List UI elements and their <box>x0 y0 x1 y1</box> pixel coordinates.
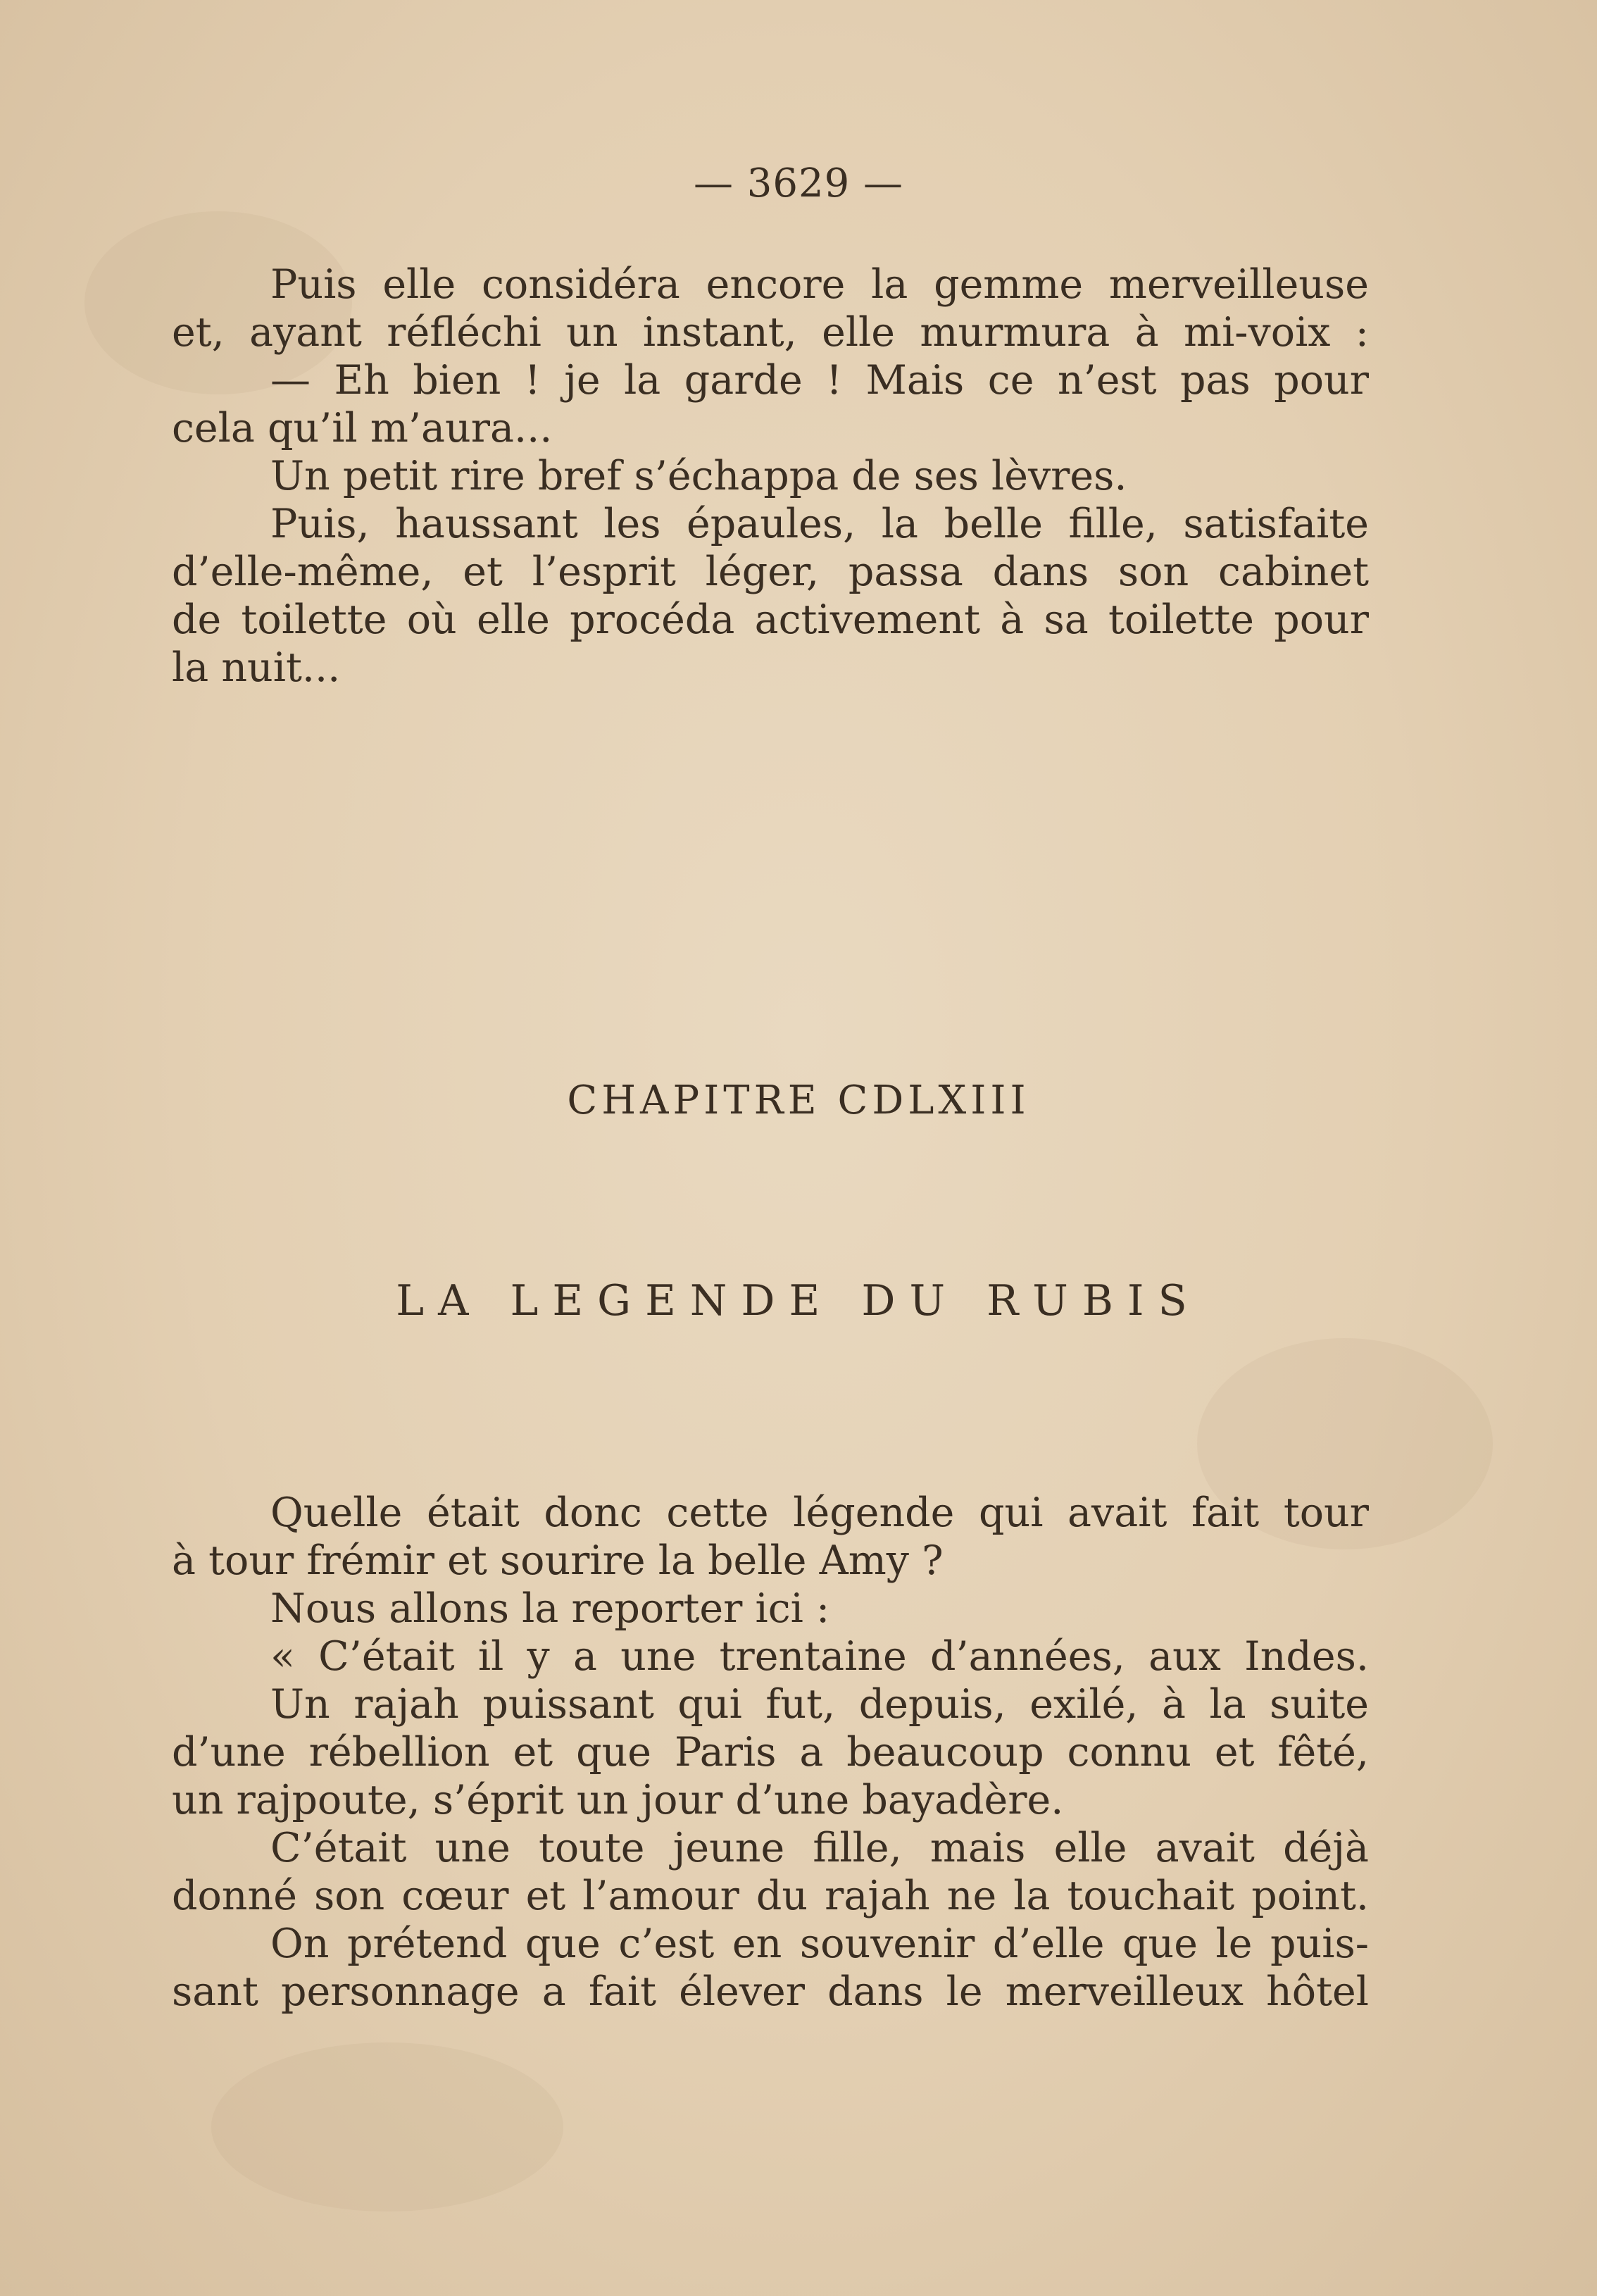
text-line: « C’était il y a une trentaine d’années, aux Indes. <box>270 1633 1369 1680</box>
text-line: donné son cœur et l’amour du rajah ne la touchait point. <box>172 1873 1369 1919</box>
chapter-heading: CHAPITRE CDLXIII <box>567 1078 1030 1123</box>
text-line: — Eh bien ! je la garde ! Mais ce n’est pas pour <box>270 357 1369 404</box>
text-line: d’elle-même, et l’esprit léger, passa dans son cabinet <box>172 549 1369 595</box>
text-line: cela qu’il m’aura... <box>172 405 553 451</box>
chapter-title: LA LEGENDE DU RUBIS <box>396 1276 1201 1325</box>
text-line: Un petit rire bref s’échappa de ses lèvres. <box>270 453 1127 499</box>
text-line: On prétend que c’est en souvenir d’elle que le puis- <box>270 1921 1369 1967</box>
page-number: — 3629 — <box>693 161 904 206</box>
text-block-top <box>172 261 1369 692</box>
text-line: de toilette où elle procéda activement à sa toilette pour <box>172 597 1369 643</box>
paper-stain <box>211 2042 563 2211</box>
text-line: Puis elle considéra encore la gemme merveilleuse <box>270 261 1369 308</box>
text-line: Quelle était donc cette légende qui avait fait tour <box>270 1490 1369 1536</box>
text-line: la nuit... <box>172 644 341 691</box>
text-line: Nous allons la reporter ici : <box>270 1585 830 1632</box>
text-line: à tour frémir et sourire la belle Amy ? <box>172 1537 944 1584</box>
text-line: Puis, haussant les épaules, la belle fille, satisfaite <box>270 501 1369 547</box>
text-block-bottom <box>172 1489 1369 2016</box>
text-line: sant personnage a fait élever dans le merveilleux hôtel <box>172 1969 1369 2015</box>
text-line: d’une rébellion et que Paris a beaucoup connu et fêté, <box>172 1729 1369 1776</box>
text-line: C’était une toute jeune fille, mais elle avait déjà <box>270 1825 1369 1871</box>
text-line: un rajpoute, s’éprit un jour d’une bayadère. <box>172 1777 1064 1823</box>
text-line: Un rajah puissant qui fut, depuis, exilé, à la suite <box>270 1681 1369 1728</box>
text-line: et, ayant réfléchi un instant, elle murmura à mi-voix : <box>172 309 1369 356</box>
